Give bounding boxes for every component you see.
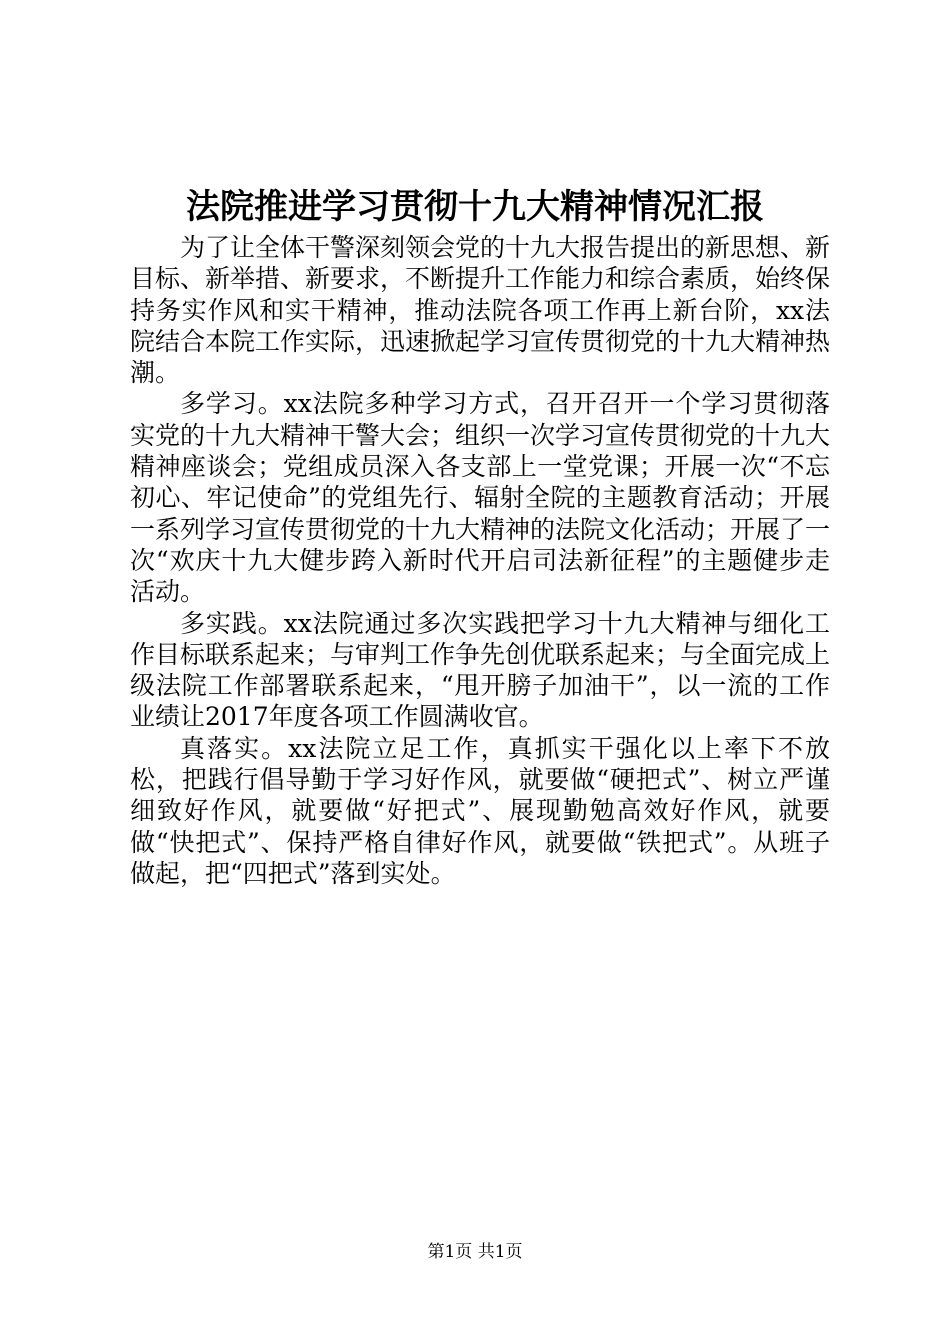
page-number-footer: 第1页 共1页	[427, 1242, 523, 1262]
paragraph-study: 多学习。xx法院多种学习方式，召开召开一个学习贯彻落实党的十九大精神干警大会；组织一次学习宣传贯彻党的十九大精神座谈会；党组成员深入各支部上一堂党课；开展一次“不忘初心、牢记使命”的党组先行、辐射全院的主题教育活动；开展一系列学习宣传贯彻党的十九大精神的法院文化活动；开展了一次“欢庆十九大健步跨入新时代开启司法新征程”的主题健步走活动。	[130, 389, 831, 607]
paragraph-practice: 多实践。xx法院通过多次实践把学习十九大精神与细化工作目标联系起来；与审判工作争先创优联系起来；与全面完成上级法院工作部署联系起来，“甩开膀子加油干”，以一流的工作业绩让2017年度各项工作圆满收官。	[130, 608, 831, 732]
document-title: 法院推进学习贯彻十九大精神情况汇报	[186, 187, 764, 227]
paragraph-implement: 真落实。xx法院立足工作，真抓实干强化以上率下不放松，把践行倡导勤于学习好作风，就要做“硬把式”、树立严谨细致好作风，就要做“好把式”、展现勤勉高效好作风，就要做“快把式”、保持严格自律好作风，就要做“铁把式”。从班子做起，把“四把式”落到实处。	[130, 733, 830, 888]
document-body	[130, 232, 830, 889]
paragraph-intro: 为了让全体干警深刻领会党的十九大报告提出的新思想、新目标、新举措、新要求，不断提升工作能力和综合素质，始终保持务实作风和实干精神，推动法院各项工作再上新台阶，xx法院结合本院工作实际，迅速掀起学习宣传贯彻党的十九大精神热潮。	[130, 233, 831, 388]
